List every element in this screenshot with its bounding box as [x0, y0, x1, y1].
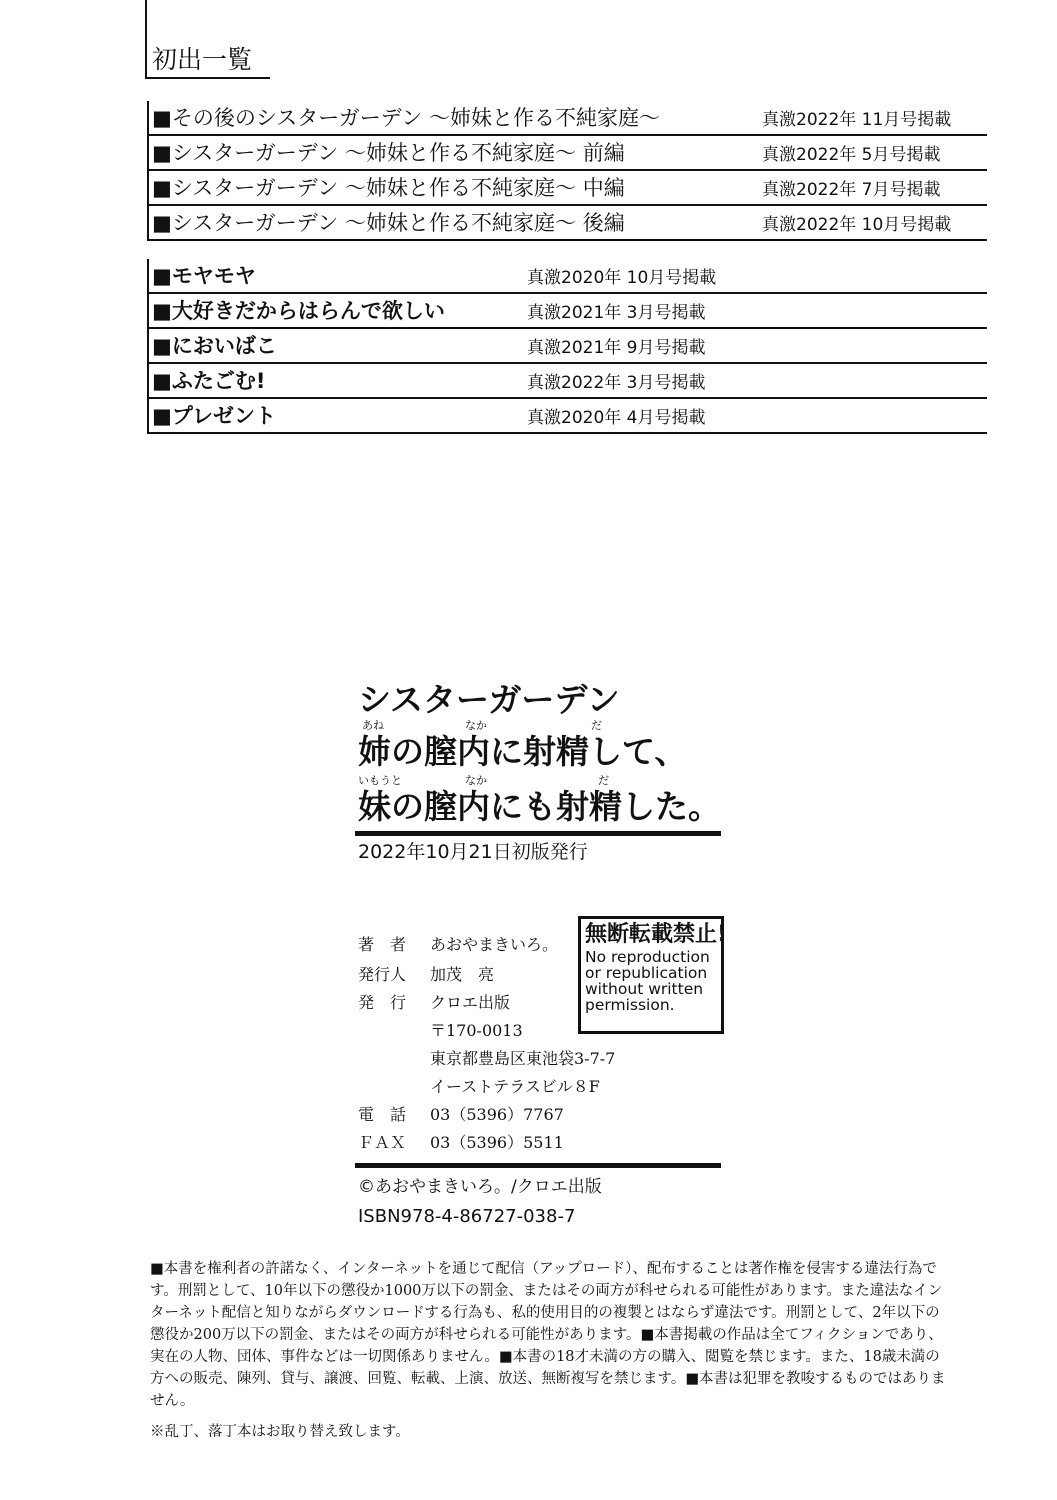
list-item: [147, 364, 987, 399]
work-title: ■モヤモヤ: [152, 264, 256, 288]
magazine-info: 真激2022年 7月号掲載: [762, 180, 941, 200]
magazine-info: 真激2020年 4月号掲載: [527, 408, 706, 428]
magazine-info: 真激2022年 3月号掲載: [527, 373, 706, 393]
work-title: ■大好きだからはらんで欲しい: [152, 299, 445, 323]
list-item: [147, 329, 987, 364]
list-item: [147, 101, 987, 136]
section-title: 初出一覧: [152, 45, 253, 74]
magazine-info: 真激2021年 3月号掲載: [527, 303, 706, 323]
ruby-da: だ: [591, 719, 602, 732]
credit-row: イーストテラスビル８F: [430, 1077, 600, 1096]
list-item: [147, 171, 987, 206]
list-item: [147, 399, 987, 434]
work-title: ■その後のシスターガーデン 〜姉妹と作る不純家庭〜: [152, 106, 661, 130]
credit-row: 発行人 加茂 亮: [358, 965, 495, 984]
copyright-line: ©あおやまきいろ。/クロエ出版: [358, 1177, 602, 1197]
legal-notice: ■本書を権利者の許諾なく、インターネットを通じて配信（アップロード）、配布することは著作権を侵害する違法行為です。刑罰として、10年以下の懲役か1000万以下の罰金、またはその両方が科せられる可能性があります。また違法なインターネット配信と知りながらダウンロードする行為も、私的使用目的の複製とはならず違法です。刑罰として、2年以下の懲役か200万以下の罰金、またはその両方が科せられる可能性があります。■本書掲載の作品は全てフィクションであり、実在の人物、団体、事件などは一切関係ありません。■本書の18才未満の方の購入、閲覧を禁じます。また、18歳未満の方への販売、陳列、貸与、譲渡、回覧、転載、上演、放送、無断複写を禁じます。■本書は犯罪を教唆するものではありません。: [150, 1261, 946, 1409]
magazine-info: 真激2022年 11月号掲載: [762, 110, 952, 130]
credit-row: 発 行 クロエ出版: [358, 993, 511, 1012]
colophon-divider: [355, 1163, 721, 1168]
title-divider: [355, 831, 721, 836]
credit-row: 〒170-0013: [430, 1021, 523, 1040]
ruby-imouto: いもうと: [358, 774, 402, 787]
magazine-info: 真激2021年 9月号掲載: [527, 338, 706, 358]
work-title: ■プレゼント: [152, 404, 277, 428]
book-title-line1: シスターガーデン: [358, 680, 620, 719]
first-appearance-list-short: [147, 259, 987, 434]
magazine-info: 真激2022年 5月号掲載: [762, 145, 941, 165]
stamp-heading: 無断転載禁止!: [585, 922, 728, 947]
header-underline: [145, 77, 270, 79]
book-title-line3: 妹の膣内にも射精した。: [358, 787, 721, 826]
credit-row: ＦＡＸ 03（5396）5511: [358, 1133, 564, 1152]
first-appearance-list-main: [147, 101, 987, 241]
work-title: ■シスターガーデン 〜姉妹と作る不純家庭〜 前編: [152, 141, 625, 165]
work-title: ■シスターガーデン 〜姉妹と作る不純家庭〜 中編: [152, 176, 625, 200]
credit-row: 電 話 03（5396）7767: [358, 1105, 564, 1124]
list-item: [147, 136, 987, 171]
ruby-ane: あね: [362, 719, 384, 732]
list-item: [147, 294, 987, 329]
work-title: ■ふたごむ!: [152, 369, 266, 393]
list-item: [147, 259, 987, 294]
ruby-naka: なか: [465, 719, 487, 732]
work-title: ■シスターガーデン 〜姉妹と作る不純家庭〜 後編: [152, 211, 625, 235]
replacement-notice: ※乱丁、落丁本はお取り替え致します。: [150, 1424, 410, 1440]
credit-row: 東京都豊島区東池袋3-7-7: [430, 1049, 616, 1068]
ruby-da: だ: [598, 774, 609, 787]
magazine-info: 真激2022年 10月号掲載: [762, 215, 952, 235]
book-title-line2: 姉の膣内に射精して、: [358, 732, 688, 771]
publication-date: 2022年10月21日初版発行: [358, 841, 588, 863]
no-reproduction-stamp: [578, 916, 728, 1034]
work-title: ■においばこ: [152, 334, 277, 358]
ruby-naka: なか: [465, 774, 487, 787]
magazine-info: 真激2020年 10月号掲載: [527, 268, 717, 288]
header-vertical-rule: [145, 0, 147, 78]
list-item: [147, 206, 987, 241]
credit-row: 著 者 あおやまきいろ。: [358, 935, 559, 954]
stamp-english-text: No reproduction or republication without written permission.: [585, 948, 710, 1014]
isbn: ISBN978-4-86727-038-7: [358, 1206, 576, 1227]
